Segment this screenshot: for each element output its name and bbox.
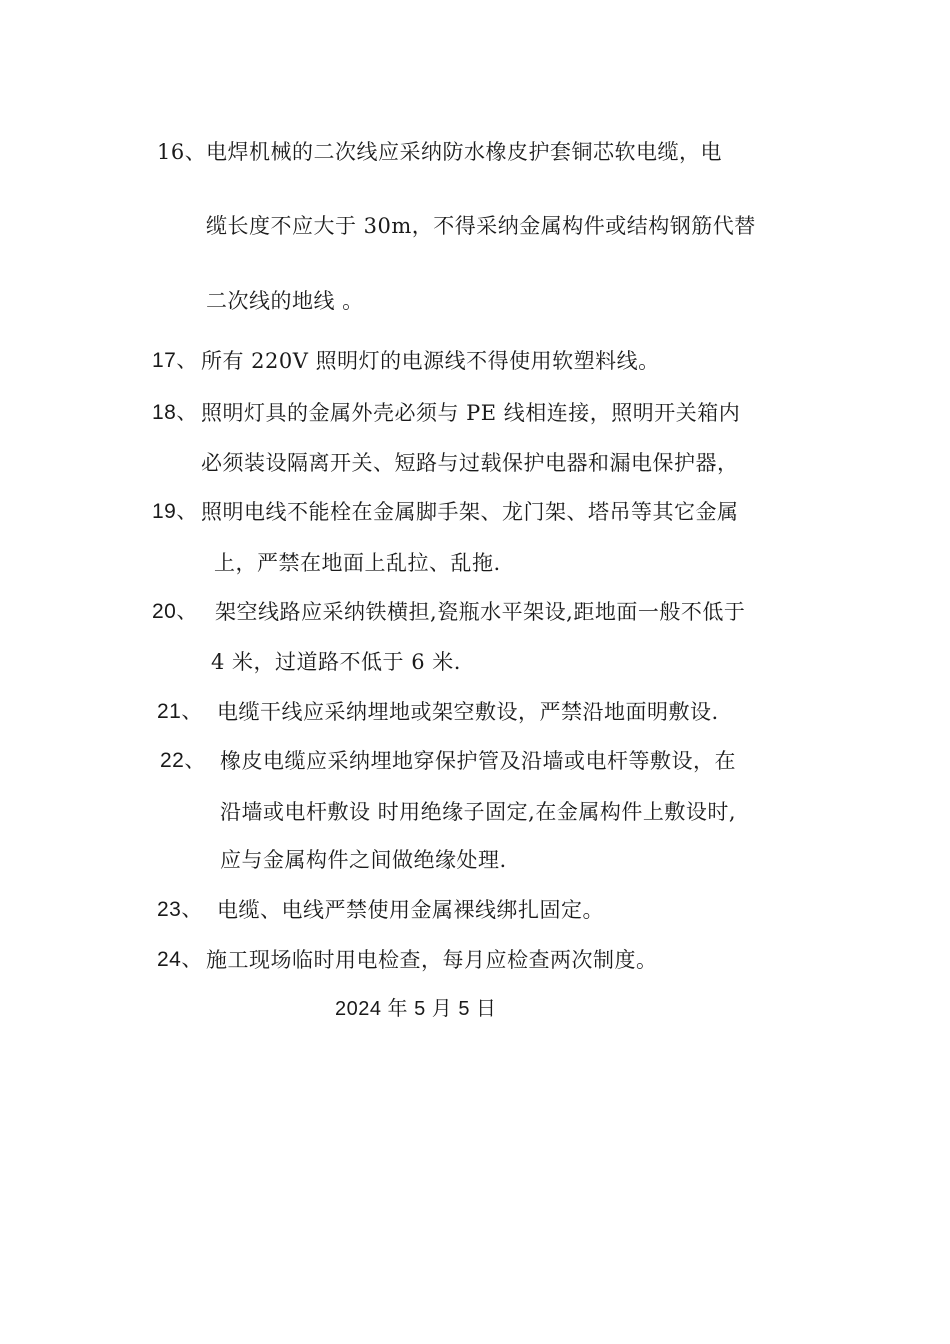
item-17-number: 17、: [152, 349, 198, 372]
item-23-number: 23、: [157, 898, 203, 921]
item-23-line-1: 电缆、电线严禁使用金属裸线绑扎固定。: [217, 898, 604, 922]
item-16-number: 16、: [157, 140, 207, 164]
item-19-number: 19、: [152, 500, 198, 523]
item-22-line-3: 应与金属构件之间做绝缘处理.: [220, 848, 507, 872]
item-18-line-2: 必须装设隔离开关、短路与过载保护电器和漏电保护器，: [201, 451, 739, 475]
item-16-line-1: 电焊机械的二次线应采纳防水橡皮护套铜芯软电缆，电: [206, 140, 722, 164]
item-20-line-2: 4 米，过道路不低于 6 米.: [211, 650, 461, 674]
item-19-line-2: 上，严禁在地面上乱拉、乱拖.: [214, 551, 501, 575]
item-24-line-1: 施工现场临时用电检查，每月应检查两次制度。: [206, 948, 658, 972]
item-21-number: 21、: [157, 700, 203, 723]
item-21-line-1: 电缆干线应采纳埋地或架空敷设，严禁沿地面明敷设.: [217, 700, 719, 724]
item-24-number: 24、: [157, 948, 203, 971]
item-22-number: 22、: [160, 749, 206, 772]
item-22-line-1: 橡皮电缆应采纳埋地穿保护管及沿墙或电杆等敷设，在: [220, 749, 736, 773]
item-18-line-1: 照明灯具的金属外壳必须与 PE 线相连接，照明开关箱内: [201, 401, 741, 425]
item-20-number: 20、: [152, 600, 198, 623]
item-19-line-1: 照明电线不能栓在金属脚手架、龙门架、塔吊等其它金属: [201, 500, 739, 524]
item-20-line-1: 架空线路应采纳铁横担,瓷瓶水平架设,距地面一般不低于: [215, 600, 746, 624]
document-date: 2024 年 5 月 5 日: [335, 998, 497, 1020]
item-18-number: 18、: [152, 401, 198, 424]
item-22-line-2: 沿墙或电杆敷设 时用绝缘子固定,在金属构件上敷设时,: [220, 800, 737, 824]
item-16-line-2: 缆长度不应大于 30m，不得采纳金属构件或结构钢筋代替: [206, 214, 756, 238]
item-16-line-3: 二次线的地线 。: [206, 289, 364, 313]
item-17-line-1: 所有 220V 照明灯的电源线不得使用软塑料线。: [201, 349, 660, 373]
